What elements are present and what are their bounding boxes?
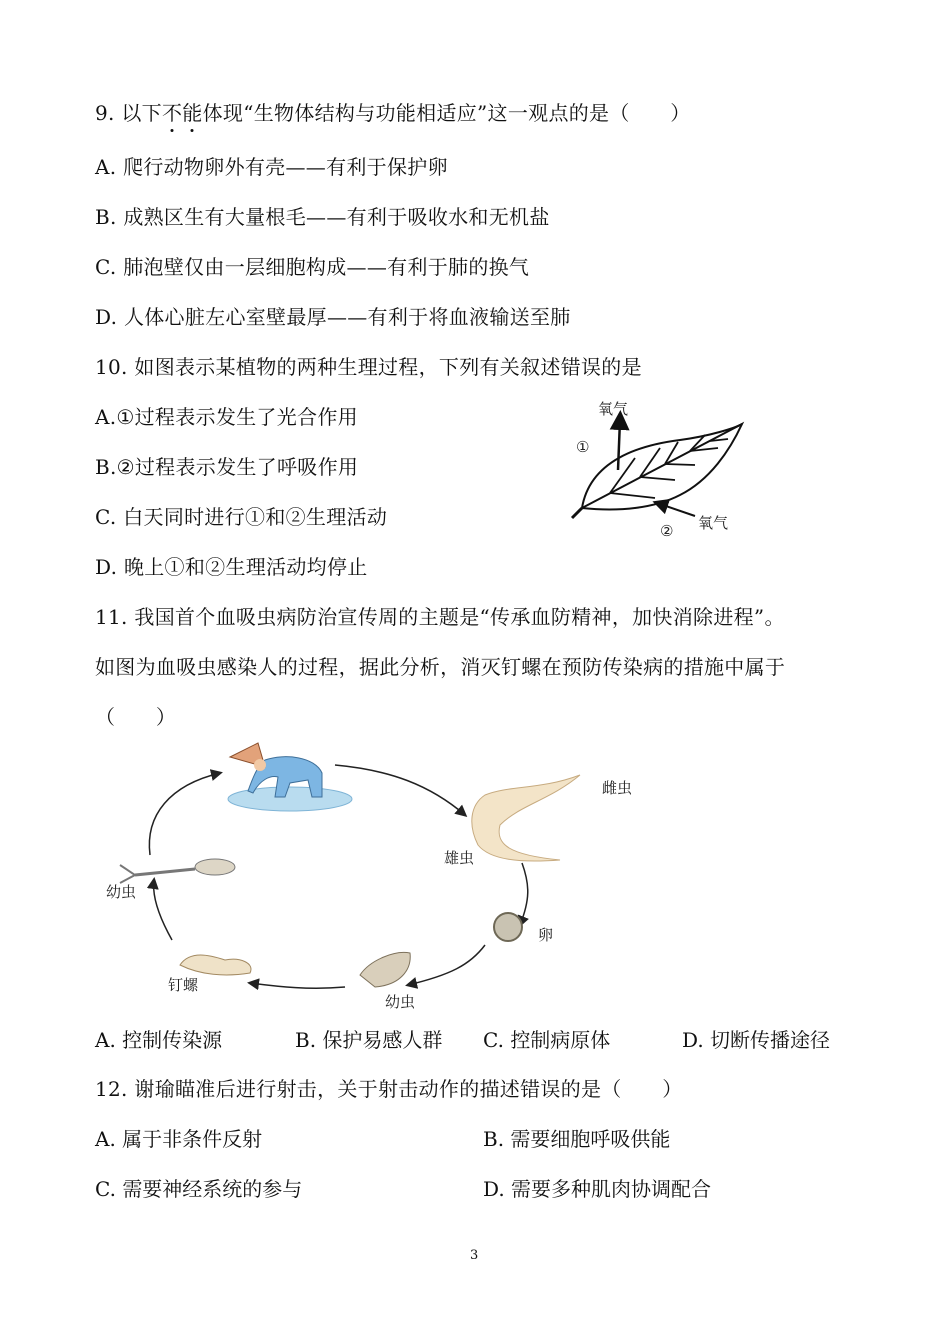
option-text: 人体心脏左心室壁最厚——有利于将血液输送至肺 [123,305,571,329]
q9-stem [95,100,691,126]
label-oxygen-out: 氧气 [598,400,629,418]
q10-option-d [95,554,368,580]
label-male-worm: 雄虫 [444,849,475,867]
option-label: B. [95,205,117,229]
label-egg: 卵 [538,926,554,944]
q10-stem-text: 如图表示某植物的两种生理过程，下列有关叙述错误的是 [134,355,642,379]
label-oxygen-in: 氧气 [698,514,729,532]
q11-option-b [295,1027,442,1053]
option-text: 切断传播途径 [710,1028,831,1052]
marker-process-1: ① [576,438,590,456]
option-label: C. [483,1028,504,1052]
option-text: 白天同时进行①和②生理活动 [123,505,388,529]
q9-stem-post: 体现“生物体结构与功能相适应”这一观点的是（ ） [202,101,691,125]
q12-stem-text: 谢瑜瞄准后进行射击，关于射击动作的描述错误的是（ ） [134,1077,683,1101]
option-text: ①过程表示发生了光合作用 [116,405,358,429]
arrow-snail-to-larva [154,880,172,940]
option-label: A. [95,405,117,429]
option-label: C. [95,255,117,279]
option-text: 需要神经系统的参与 [122,1177,303,1201]
label-snail: 钉螺 [168,976,199,994]
q11-option-a [95,1027,222,1053]
q9-number: 9. [95,101,115,125]
q12-option-d [483,1176,711,1202]
q11-number: 11. [95,605,128,629]
option-label: A. [95,1028,116,1052]
q9-option-b [95,204,550,230]
label-female-worm: 雌虫 [602,779,633,797]
q10-option-c [95,504,387,530]
label-larva-bottom: 幼虫 [385,993,416,1011]
leaf-stem [572,508,582,518]
q10-option-b [95,454,358,480]
q9-emphasis-1: 不 [161,101,183,125]
option-text: 属于非条件反射 [122,1127,263,1151]
q10-option-a [95,404,358,430]
arrow-larva-to-snail [250,983,345,988]
q9-option-d [95,304,571,330]
q12-option-b [483,1126,670,1152]
q11-stem-text-2: 如图为血吸虫感染人的过程，据此分析，消灭钉螺在预防传染病的措施中属于 [95,655,786,679]
q11-stem-line3 [95,704,176,730]
option-label: A. [95,155,117,179]
option-label: D. [483,1177,505,1201]
option-text: 晚上①和②生理活动均停止 [123,555,368,579]
option-text: 需要多种肌肉协调配合 [511,1177,712,1201]
schistosome-lifecycle-diagram [90,735,650,1015]
option-label: B. [295,1028,317,1052]
option-label: A. [95,1127,116,1151]
option-text: ②过程表示发生了呼吸作用 [116,455,359,479]
human-in-water-illustration [228,743,352,811]
marker-process-2: ② [660,522,674,540]
snail-illustration [180,955,251,975]
q9-stem-pre: 以下 [121,101,162,125]
arrow-egg-to-larva [408,945,485,985]
q12-option-c [95,1176,302,1202]
q12-number: 12. [95,1077,128,1101]
arrow-larva-to-human [149,773,220,855]
q9-option-a [95,154,448,180]
q10-number: 10. [95,355,128,379]
option-text: 成熟区生有大量根毛——有利于吸收水和无机盐 [123,205,550,229]
option-label: B. [95,455,117,479]
q11-stem-line2 [95,654,785,680]
q11-stem-line1 [95,604,785,630]
option-label: D. [95,305,118,329]
egg-illustration [494,913,522,941]
arrow-worms-to-egg [520,863,528,925]
option-label: B. [483,1127,505,1151]
option-text: 控制传染源 [122,1028,223,1052]
option-text: 肺泡壁仅由一层细胞构成——有利于肺的换气 [123,255,530,279]
q11-stem-text-1: 我国首个血吸虫病防治宣传周的主题是“传承血防精神，加快消除进程”。 [134,605,785,629]
page-number: 3 [470,1248,479,1263]
miracidium-illustration [360,952,410,987]
option-label: C. [95,505,117,529]
label-larva-left: 幼虫 [106,883,137,901]
leaf-diagram [560,390,760,550]
option-label: C. [95,1177,116,1201]
option-text: 需要细胞呼吸供能 [510,1127,671,1151]
q11-answer-blank: （ ） [95,705,177,729]
option-label: D. [682,1028,704,1052]
option-text: 爬行动物卵外有壳——有利于保护卵 [123,155,448,179]
option-label: D. [95,555,118,579]
arrow-human-to-worms [335,765,465,815]
leaf-veins [610,435,728,498]
q10-stem [95,354,642,380]
q12-option-a [95,1126,262,1152]
option-text: 控制病原体 [510,1028,611,1052]
oxygen-out-arrow [618,420,620,470]
q9-option-c [95,254,529,280]
option-text: 保护易感人群 [322,1028,443,1052]
cercaria-illustration [120,859,235,883]
q9-emphasis-2: 能 [182,101,203,125]
q12-stem [95,1076,683,1102]
oxygen-in-arrow [660,504,695,516]
adult-worms-illustration [472,775,580,861]
q11-option-d [682,1027,830,1053]
q11-option-c [483,1027,610,1053]
